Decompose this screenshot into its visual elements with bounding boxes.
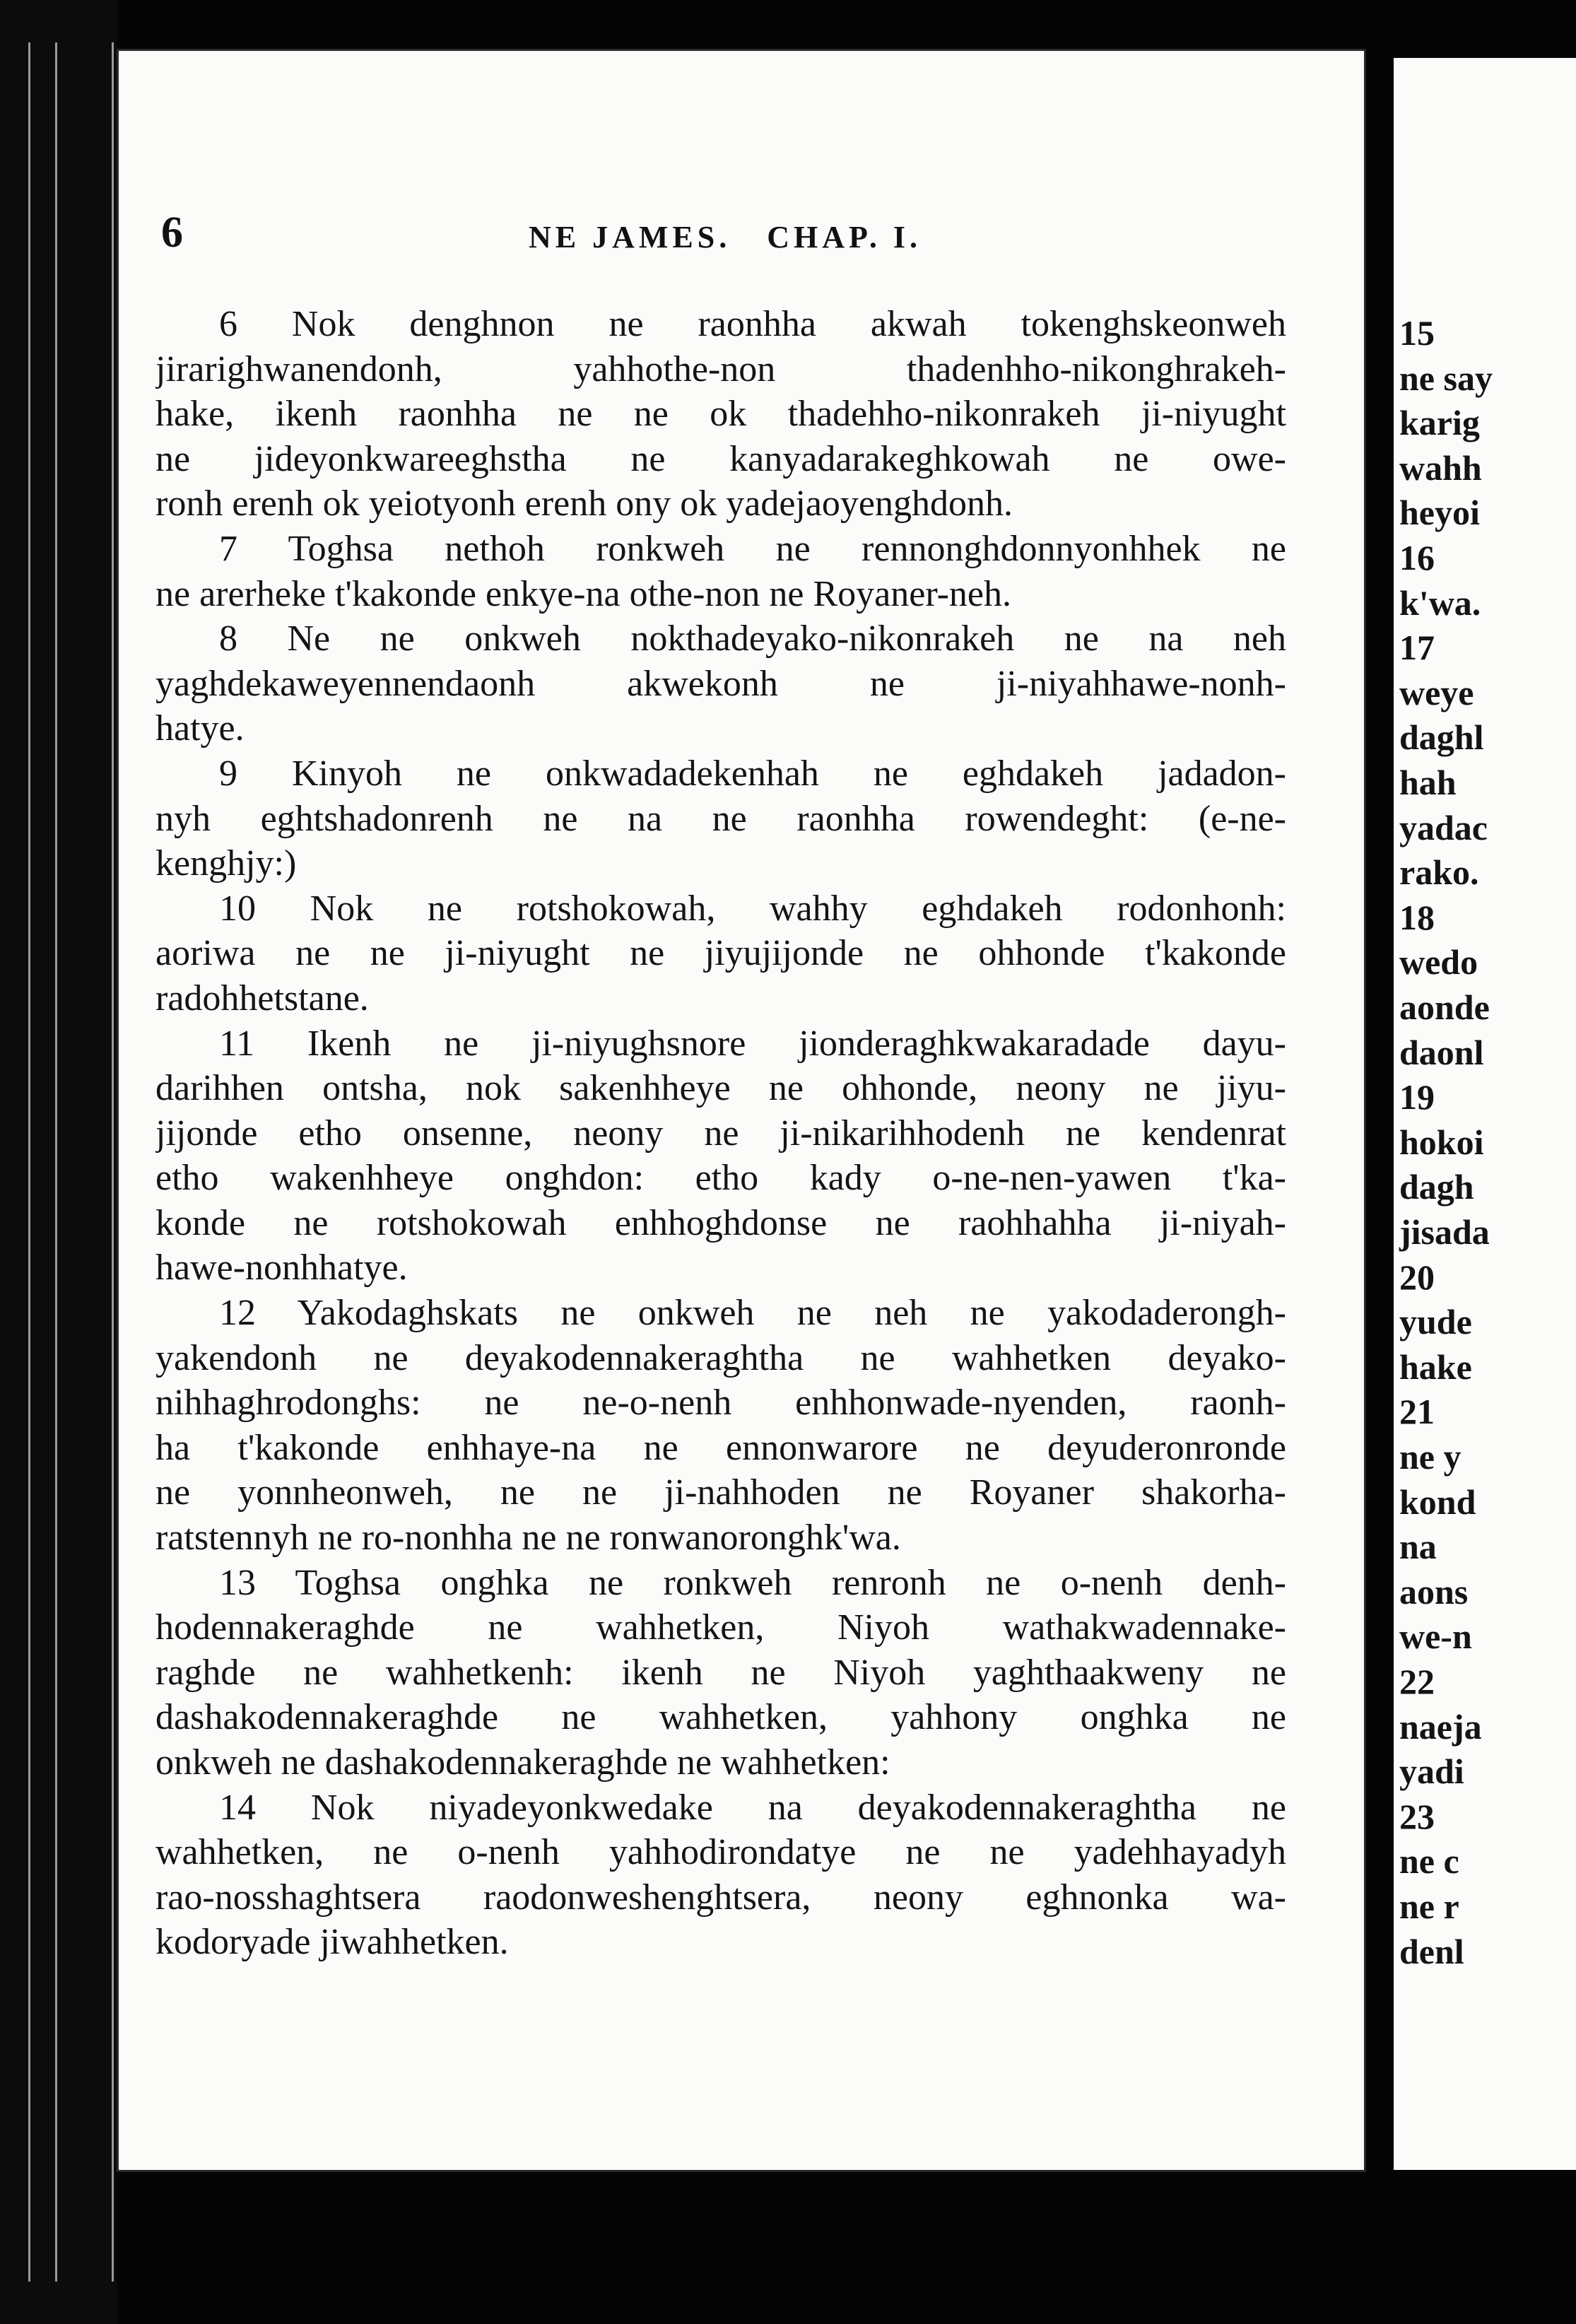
facing-page-fragment: ne y xyxy=(1399,1437,1462,1477)
verse-13 xyxy=(155,1561,1286,1785)
verse-line: jijonde etho onsenne, neony ne ji-nikarihhodenh ne kendenrat xyxy=(155,1113,1286,1154)
verse-line: jirarighwanendonh, yahhothe-non thadenhho-nikonghrakeh- xyxy=(155,348,1286,389)
facing-page-fragment: hake xyxy=(1399,1346,1472,1387)
facing-page-fragment: 17 xyxy=(1399,628,1435,668)
facing-page-fragment: yude xyxy=(1399,1302,1472,1342)
verse-line: wahhetken, ne o-nenh yahhodirondatye ne ne yadehhayadyh xyxy=(155,1832,1286,1873)
verse-line: aoriwa ne ne ji-niyught ne jiyujijonde ne ohhonde t'kakonde xyxy=(155,933,1286,974)
verse-line: ne arerheke t'kakonde enkye-na othe-non ne Royaner-neh. xyxy=(155,573,1012,614)
facing-page-fragment: weye xyxy=(1399,672,1474,712)
facing-page-fragment: dagh xyxy=(1399,1167,1474,1207)
facing-page-fragment: 22 xyxy=(1399,1662,1435,1701)
verse-7 xyxy=(155,527,1286,616)
facing-page-fragment: ne r xyxy=(1399,1886,1459,1926)
facing-page-edge xyxy=(1394,58,1576,2170)
facing-page-fragment: naeja xyxy=(1399,1706,1482,1747)
facing-page-fragment: 19 xyxy=(1399,1077,1435,1117)
verse-line: hawe-nonhhatye. xyxy=(155,1248,408,1289)
facing-page-fragment: yadac xyxy=(1399,807,1488,847)
book-binding-edge xyxy=(0,0,117,2324)
facing-page-fragment: 16 xyxy=(1399,538,1435,577)
verse-line: 8 Ne ne onkweh nokthadeyako-nikonrakeh ne na neh xyxy=(219,618,1286,659)
binding-line xyxy=(55,42,57,2282)
verse-line: ne yonnheonweh, ne ne ji-nahhoden ne Royaner shakorha- xyxy=(155,1472,1286,1513)
verse-line: 12 Yakodaghskats ne onkweh ne neh ne yakodaderongh- xyxy=(219,1293,1286,1334)
verse-10 xyxy=(155,886,1286,1021)
verse-line: onkweh ne dashakodennakeraghde ne wahhetken: xyxy=(155,1742,890,1783)
facing-page-fragment: karig xyxy=(1399,403,1480,443)
facing-page-fragment: aonde xyxy=(1399,987,1490,1027)
verse-line: rao-nosshaghtsera raodonweshenghtsera, neony eghnonka wa- xyxy=(155,1877,1286,1918)
facing-page-fragment: kond xyxy=(1399,1481,1476,1522)
verse-11 xyxy=(155,1021,1286,1291)
facing-page-fragment: 15 xyxy=(1399,313,1435,353)
page-number: 6 xyxy=(161,209,183,257)
verse-line: ronh erenh ok yeiotyonh erenh ony ok yadejaoyenghdonh. xyxy=(155,483,1013,524)
facing-page-fragment: we-n xyxy=(1399,1616,1472,1657)
facing-page-fragment: na xyxy=(1399,1527,1437,1567)
verse-text-block xyxy=(155,302,1286,1965)
facing-page-fragment: ne say xyxy=(1399,358,1493,398)
verse-line: ne jideyonkwareeghstha ne kanyadarakeghkowah ne owe- xyxy=(155,438,1286,479)
verse-line: kenghjy:) xyxy=(155,843,297,884)
facing-page-fragment: 23 xyxy=(1399,1796,1435,1836)
verse-line: etho wakenhheye onghdon: etho kady o-ne-nen-yawen t'ka- xyxy=(155,1158,1286,1199)
verse-line: darihhen ontsha, nok sakenhheye ne ohhonde, neony ne jiyu- xyxy=(155,1068,1286,1109)
verse-line: konde ne rotshokowah enhhoghdonse ne raohhahha ji-niyah- xyxy=(155,1202,1286,1243)
binding-line xyxy=(28,42,30,2282)
facing-page-fragment: 21 xyxy=(1399,1392,1435,1432)
left-page xyxy=(119,51,1364,2170)
facing-page-fragment: wedo xyxy=(1399,942,1478,982)
verse-line: 14 Nok niyadeyonkwedake na deyakodennakeraghtha ne xyxy=(219,1787,1286,1828)
verse-line: hatye. xyxy=(155,708,245,749)
verse-line: 6 Nok denghnon ne raonhha akwah tokenghskeonweh xyxy=(219,304,1286,344)
verse-line: 9 Kinyoh ne onkwadadekenhah ne eghdakeh jadadon- xyxy=(219,753,1286,794)
verse-12 xyxy=(155,1291,1286,1561)
verse-line: radohhetstane. xyxy=(155,978,369,1019)
verse-line: nihhaghrodonghs: ne ne-o-nenh enhhonwade-nyenden, raonh- xyxy=(155,1383,1286,1424)
verse-line: hake, ikenh raonhha ne ne ok thadehho-nikonrakeh ji-niyught xyxy=(155,394,1286,435)
facing-page-fragment: jisada xyxy=(1399,1212,1490,1252)
verse-line: ratstennyh ne ro-nonhha ne ne ronwanoronghk'wa. xyxy=(155,1518,901,1559)
verse-line: yakendonh ne deyakodennakeraghtha ne wahhetken deyako- xyxy=(155,1337,1286,1378)
verse-line: 13 Toghsa onghka ne ronkweh renronh ne o-nenh denh- xyxy=(219,1562,1286,1603)
verse-line: 10 Nok ne rotshokowah, wahhy eghdakeh rodonhonh: xyxy=(219,888,1286,929)
facing-page-fragment: 20 xyxy=(1399,1257,1435,1297)
verse-line: ha t'kakonde enhhaye-na ne ennonwarore ne deyuderonronde xyxy=(155,1427,1286,1468)
facing-page-fragment: denl xyxy=(1399,1931,1464,1971)
verse-line: nyh eghtshadonrenh ne na ne raonhha rowendeght: (e-ne- xyxy=(155,798,1286,839)
facing-page-fragment: heyoi xyxy=(1399,493,1480,533)
binding-line xyxy=(112,42,114,2282)
facing-page-fragment: ne c xyxy=(1399,1841,1459,1882)
facing-page-fragment: rako. xyxy=(1399,852,1479,893)
facing-page-fragment: hokoi xyxy=(1399,1122,1484,1162)
facing-page-fragment: yadi xyxy=(1399,1751,1464,1792)
facing-page-fragment: daonl xyxy=(1399,1032,1484,1072)
facing-page-fragment: 18 xyxy=(1399,897,1435,937)
facing-page-fragment: hah xyxy=(1399,763,1457,802)
verse-8 xyxy=(155,616,1286,751)
verse-9 xyxy=(155,751,1286,886)
verse-6 xyxy=(155,302,1286,527)
verse-line: dashakodennakeraghde ne wahhetken, yahhony onghka ne xyxy=(155,1697,1286,1738)
facing-page-fragment: aons xyxy=(1399,1571,1469,1612)
verse-line: 7 Toghsa nethoh ronkweh ne rennonghdonnyonhhek ne xyxy=(219,528,1286,569)
verse-line: hodennakeraghde ne wahhetken, Niyoh wathakwadennake- xyxy=(155,1607,1286,1648)
running-head: NE JAMES. CHAP. I. xyxy=(529,220,922,254)
verse-line: 11 Ikenh ne ji-niyughsnore jionderaghkwakaradade dayu- xyxy=(219,1023,1286,1064)
verse-14 xyxy=(155,1785,1286,1965)
verse-line: yaghdekaweyennendaonh akwekonh ne ji-niyahhawe-nonh- xyxy=(155,663,1286,704)
facing-page-fragment: daghl xyxy=(1399,717,1484,758)
verse-line: raghde ne wahhetkenh: ikenh ne Niyoh yaghthaakweny ne xyxy=(155,1652,1286,1693)
facing-page-fragment: wahh xyxy=(1399,447,1482,488)
facing-page-fragment: k'wa. xyxy=(1399,582,1481,623)
verse-line: kodoryade jiwahhetken. xyxy=(155,1922,509,1963)
